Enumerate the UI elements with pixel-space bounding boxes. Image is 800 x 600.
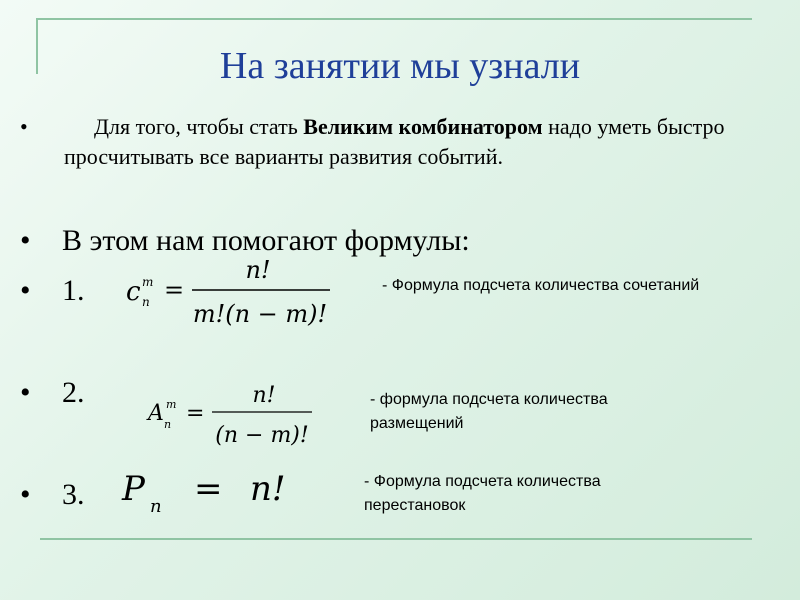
formula-1-symbol: c bbox=[126, 277, 141, 307]
formula-1-superscript: m bbox=[142, 275, 154, 289]
item-3-number: 3. bbox=[62, 478, 85, 511]
formula-1-numerator: n! bbox=[245, 256, 271, 284]
combinations-note: - Формула подсчета количества сочетаний bbox=[382, 277, 700, 294]
bullet-dot: • bbox=[20, 478, 31, 511]
formula-3-rhs: n! bbox=[250, 469, 286, 509]
slide-title: На занятии мы узнали bbox=[219, 45, 581, 87]
formula-1-subscript: n bbox=[142, 295, 150, 309]
formula-1-denominator: m!(n − m)! bbox=[192, 300, 328, 328]
intro-bold-term: Великим комбинатором bbox=[303, 114, 543, 139]
bullet-dot: • bbox=[20, 376, 31, 409]
item-2-number: 2. bbox=[62, 376, 85, 409]
intro-text bbox=[64, 112, 740, 172]
combinations-formula bbox=[120, 252, 350, 336]
arrangements-formula bbox=[142, 376, 332, 456]
formula-3-subscript: n bbox=[150, 496, 162, 517]
arrangements-note: - формула подсчета количества размещений bbox=[370, 391, 608, 432]
bullet-dot: • bbox=[20, 224, 31, 257]
formula-3-equals: = bbox=[194, 469, 223, 509]
formula-2-symbol: A bbox=[148, 401, 164, 426]
formula-2-equals: = bbox=[186, 401, 205, 426]
item-3-bullet bbox=[20, 478, 120, 518]
formulas-intro-text: В этом нам помогают формулы: bbox=[62, 224, 470, 257]
bullet-dot: • bbox=[20, 114, 28, 139]
intro-suffix: надо уметь быстро просчитывать все варианты развития событий. bbox=[64, 114, 725, 169]
bullet-dot: • bbox=[20, 274, 31, 307]
permutations-formula bbox=[116, 462, 316, 522]
frame-line-bottom bbox=[40, 538, 752, 540]
permutations-note: - Формула подсчета количества перестановок bbox=[364, 473, 601, 514]
formula-2-denominator: (n − m)! bbox=[215, 423, 309, 448]
formula-2-subscript: n bbox=[164, 418, 172, 431]
frame-line-top bbox=[36, 18, 752, 20]
item-2-bullet bbox=[20, 376, 120, 416]
formula-2-superscript: m bbox=[166, 398, 177, 411]
item-1-bullet bbox=[20, 274, 120, 314]
formula-1-equals: = bbox=[164, 276, 185, 304]
formula-3-symbol: P bbox=[122, 469, 145, 509]
item-1-number: 1. bbox=[62, 274, 85, 307]
formula-2-numerator: n! bbox=[252, 383, 276, 408]
intro-prefix: Для того, чтобы стать bbox=[94, 114, 304, 139]
